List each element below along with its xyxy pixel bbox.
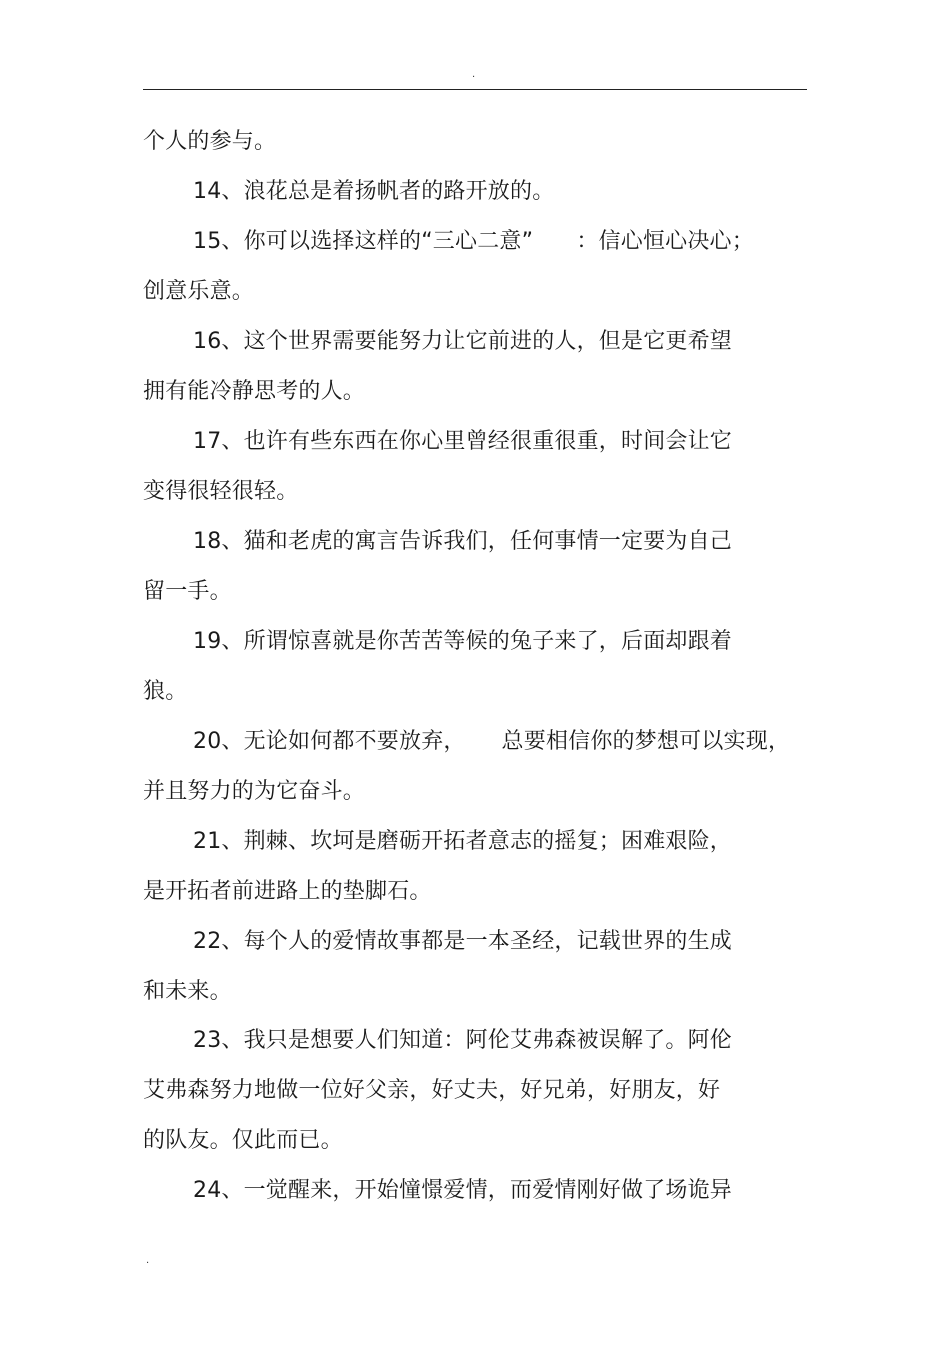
text-line: 22、每个人的爱情故事都是一本圣经，记载世界的生成 [193,929,732,954]
text-line: 艾弗森努力地做一位好父亲，好丈夫，好兄弟，好朋友，好 [143,1078,721,1103]
text-line: 狼。 [143,679,188,704]
text-line: 24、一觉醒来，开始憧憬爱情，而爱情刚好做了场诡异 [193,1178,732,1203]
text-line: 并且努力的为它奋斗。 [143,779,366,804]
text-line: 17、也许有些东西在你心里曾经很重很重，时间会让它 [193,429,732,454]
text-line: 21、荆棘、坎坷是磨砺开拓者意志的摇复；困难艰险， [193,829,732,854]
text-line: 拥有能冷静思考的人。 [143,379,366,404]
text-line: 19、所谓惊喜就是你苦苦等候的兔子来了，后面却跟着 [193,629,732,654]
text-line: 16、这个世界需要能努力让它前进的人，但是它更希望 [193,329,732,354]
text-line: 和未来。 [143,979,232,1004]
text-line: 15、你可以选择这样的“三心二意” ：信心恒心决心； [193,229,754,254]
text-line: 是开拓者前进路上的垫脚石。 [143,879,432,904]
text-line: 的队友。仅此而已。 [143,1128,343,1153]
text-line: 个人的参与。 [143,129,277,154]
text-line: 留一手。 [143,579,232,604]
footer-mark: . [146,1255,150,1266]
text-line: 20、无论如何都不要放弃， 总要相信你的梦想可以实现， [193,729,791,754]
header-mark: . [472,69,476,80]
text-line: 23、我只是想要人们知道：阿伦艾弗森被误解了。阿伦 [193,1028,732,1053]
text-line: 创意乐意。 [143,279,255,304]
text-line: 14、浪花总是着扬帆者的路开放的。 [193,179,555,204]
header-rule [143,89,807,90]
text-line: 18、猫和老虎的寓言告诉我们，任何事情一定要为自己 [193,529,732,554]
text-line: 变得很轻很轻。 [143,479,299,504]
